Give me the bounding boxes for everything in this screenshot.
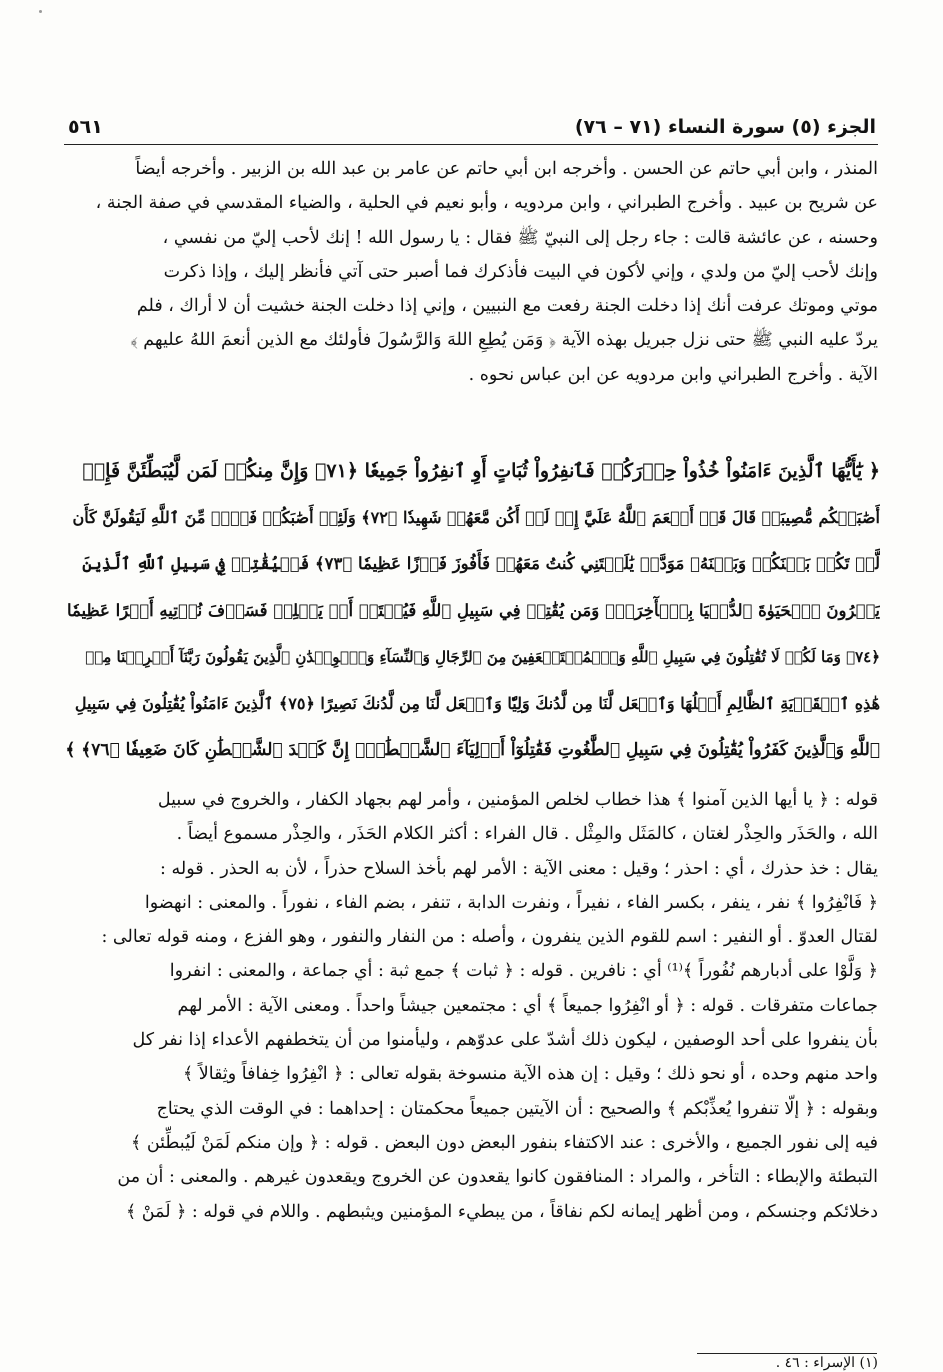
tafsir-line: فيه إلى نفور الجميع ، والأخرى : عند الاكتفاء بنفور البعض دون البعض . قوله : ﴿ وإن منكم لَمَنْ لَيُبطِّئن ﴾ — [131, 1132, 878, 1153]
commentary-line: وإنك لأحب إليّ من ولدي ، وإني لأكون في البيت فأذكرك فما أصبر حتى آتي فأنظر إليك ، وإذا ذكرت — [163, 261, 878, 282]
tafsir-line: يقال : خذ حذرك ، أي : احذر ؛ وقيل : معنى الآية : الأمر لهم بأخذ السلاح حذراً ، لأن به الحذر . قوله : — [160, 858, 878, 879]
footnote: (١) الإسراء : ٤٦ . — [775, 1355, 878, 1371]
tafsir-line: ﴿ فَانْفِرُوا ﴾ نفر ، ينفر ، بكسر الفاء ، نفيراً ، ونفرت الدابة ، تنفر ، بضم الفاء ، نفوراً . والمعنى : انهضوا — [144, 892, 878, 913]
commentary-line: المنذر ، وابن أبي حاتم عن الحسن . وأخرجه ابن أبي حاتم عن عامر بن عبد الله بن الزبير . وأخرجه أيضاً — [135, 159, 878, 179]
tafsir-line: التبطئة والإبطاء : التأخر ، والمراد : المنافقون كانوا يقعدون عن الخروج ويقعدون غيرهم . والمعنى : أن من — [117, 1167, 878, 1188]
verse-line: هَٰذِهِ ٱلۡقَرۡيَةِ ٱلظَّالِمِ أَهۡلُهَا وَٱجۡعَل لَّنَا مِن لَّدُنكَ وَلِيّٗا وَٱجۡعَل لَّنَا مِن لَّدُنكَ نَصِيرًا ﴿٧٥﴾ ٱلَّذِينَ ءَامَنُواْ يُقَٰتِلُونَ فِي سَبِيلِ — [74, 693, 880, 713]
quran-verses — [62, 448, 880, 774]
commentary-paragraph — [64, 152, 878, 392]
header-divider — [64, 144, 878, 145]
tafsir-paragraph — [64, 783, 878, 1229]
commentary-line: وحسنه ، عن عائشة قالت : جاء رجل إلى النبيّ ﷺ فقال : يا رسول الله ! إنك لأحب إليّ من نفسي ، — [162, 227, 878, 248]
commentary-line: موتي وموتك عرفت أنك إذا دخلت الجنة رفعت مع النبيين ، وإني إذا دخلت الجنة خشيت أن لا أراك ، فلم — [136, 296, 878, 317]
tafsir-line: واحد منهم وحده ، أو نحو ذلك ؛ وقيل : إن هذه الآية منسوخة بقوله تعالى : ﴿ انْفِرُوا خِفافاً وثِقالاً ﴾ — [182, 1064, 878, 1085]
scan-speck — [39, 10, 42, 13]
footnote-divider — [697, 1353, 877, 1354]
commentary-line: يردّ عليه النبي ﷺ حتى نزل جبريل بهذه الآية ﴿ وَمَن يُطِعِ اللهَ وَالرَّسُولَ فأولئك مع الذين أنعمَ اللهُ عليهم ﴾ — [130, 330, 878, 351]
tafsir-line: بأن ينفروا على أحد الوصفين ، ليكون ذلك أشدّ على عدوّهم ، وليأمنوا من أن يتخطفهم الأعداء إذا نفر كل — [132, 1030, 878, 1051]
header-title: الجزء (٥) سورة النساء (٧١ – ٧٦) — [574, 116, 876, 138]
tafsir-line: ﴿ وَلَّوْا على أدبارهم نُفُوراً ﴾⁽¹⁾ أي : نافرين . قوله : ﴿ ثبات ﴾ جمع ثبة : أي جماعة ، والمعنى : انفروا — [169, 961, 878, 982]
verse-line: لَّمۡ تَكُنۢ بَيۡنَكُمۡ وَبَيۡنَهُۥ مَوَدَّةٞ يَٰلَيۡتَنِي كُنتُ مَعَهُمۡ فَأَفُوزَ فَوۡزًا عَظِيمٗا ﴿٧٣﴾ فَلۡيُقَٰتِلۡ فِي سَبِيلِ ٱللَّهِ ٱلَّذِينَ — [82, 554, 880, 573]
verse-line: ﴿ يَٰٓأَيُّهَا ٱلَّذِينَ ءَامَنُواْ خُذُواْ حِذۡرَكُمۡ فَٱنفِرُواْ ثُبَاتٍ أَوِ ٱنفِرُواْ جَمِيعٗا ﴿٧١﴾ وَإِنَّ مِنكُمۡ لَمَن لَّيُبَطِّئَنَّ فَإِنۡ — [82, 460, 880, 482]
page-number: ٥٦١ — [68, 116, 103, 138]
tafsir-line: وبقوله : ﴿ إلّا تنفروا يُعذِّبْكم ﴾ والصحيح : أن الآيتين جميعاً محكمتان : إحداهما : في الوقت الذي يحتاج — [156, 1098, 878, 1119]
tafsir-line: جماعات متفرقات . قوله : ﴿ أو انْفِرُوا جميعاً ﴾ أي : مجتمعين جيشاً واحداً . ومعنى الآية : الأمر لهم — [177, 995, 878, 1016]
verse-line: أَصَٰبَتۡكُم مُّصِيبَةٞ قَالَ قَدۡ أَنۡعَمَ ٱللَّهُ عَلَيَّ إِذۡ لَمۡ أَكُن مَّعَهُمۡ شَهِيدٗا ﴿٧٢﴾ وَلَئِنۡ أَصَٰبَكُمۡ فَضۡلٞ مِّنَ ٱللَّهِ لَيَقُولَنَّ كَأَن — [72, 507, 880, 527]
tafsir-line: دخلائكم وجنسكم ، ومن أظهر إيمانه لكم نفاقاً ، من يبطيء المؤمنين ويثبطهم . واللام في قوله : ﴿ لَمَنْ ﴾ — [125, 1201, 878, 1222]
running-header — [68, 112, 876, 142]
tafsir-line: قوله : ﴿ يا أيها الذين آمنوا ﴾ هذا خطاب لخلص المؤمنين ، وأمر لهم بجهاد الكفار ، والخروج في سبيل — [157, 790, 878, 810]
verse-line: ٱللَّهِ وَٱلَّذِينَ كَفَرُواْ يُقَٰتِلُونَ فِي سَبِيلِ ٱلطَّٰغُوتِ فَقَٰتِلُوٓاْ أَوۡلِيَآءَ ٱلشَّيۡطَٰنِۖ إِنَّ كَيۡدَ ٱلشَّيۡطَٰنِ كَانَ ضَعِيفٗا ﴿٧٦﴾ ﴾ — [65, 740, 880, 760]
verse-line: ﴿٧٤﴾ وَمَا لَكُمۡ لَا تُقَٰتِلُونَ فِي سَبِيلِ ٱللَّهِ وَٱلۡمُسۡتَضۡعَفِينَ مِنَ ٱلرِّجَالِ وَٱلنِّسَآءِ وَٱلۡوِلۡدَٰنِ ٱلَّذِينَ يَقُولُونَ رَبَّنَآ أَخۡرِجۡنَا مِنۡ — [85, 648, 880, 666]
tafsir-line: لقتال العدوّ . أو النفير : اسم للقوم الذين ينفرون ، وأصله : من النفار والنفور ، وهو الفزع ، ومنه قوله تعالى : — [101, 927, 878, 948]
verse-line: يَشۡرُونَ ٱلۡحَيَوٰةَ ٱلدُّنۡيَا بِٱلۡأٓخِرَةِۚ وَمَن يُقَٰتِلۡ فِي سَبِيلِ ٱللَّهِ فَيُقۡتَلۡ أَوۡ يَغۡلِبۡ فَسَوۡفَ نُؤۡتِيهِ أَجۡرًا عَظِيمٗا — [66, 600, 880, 620]
commentary-line: الآية . وأخرج الطبراني وابن مردويه عن ابن عباس نحوه . — [468, 364, 878, 385]
tafsir-line: الله ، والحَذَر والحِذْر لغتان ، كالمَثَل والمِثْل . قال الفراء : أكثر الكلام الحَذَر ، والحِذْر مسموع أيضاً . — [176, 824, 878, 845]
commentary-line: عن شريح بن عبيد . وأخرج الطبراني ، وابن مردويه ، وأبو نعيم في الحلية ، والضياء المقدسي في صفة الجنة ، — [95, 193, 878, 214]
